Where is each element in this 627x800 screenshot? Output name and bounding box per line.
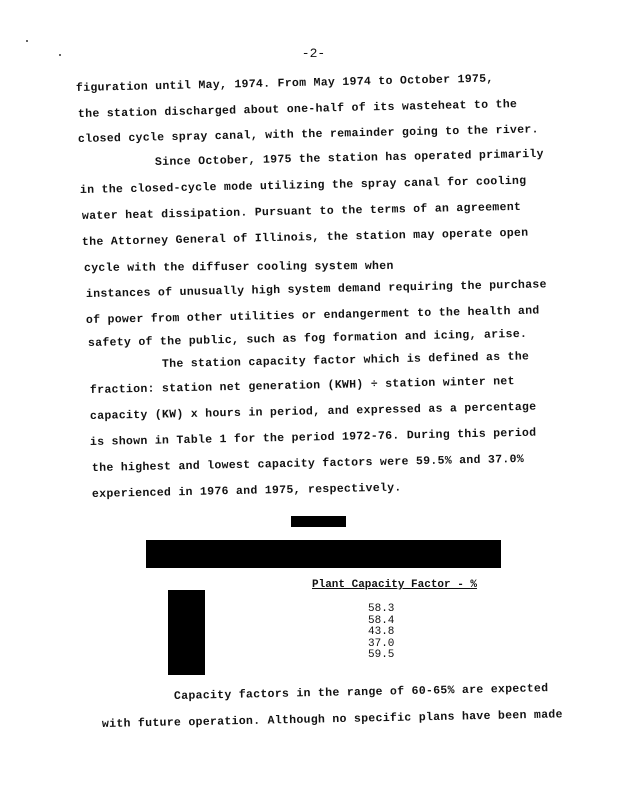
text-line: is shown in Table 1 for the period 1972-76. During this period: [89, 426, 537, 449]
text-line: Since October, 1975 the station has operated primarily: [154, 147, 544, 169]
text-line: the highest and lowest capacity factors were 59.5% and 37.0%: [91, 452, 525, 475]
scan-speck: [59, 54, 61, 56]
capacity-factor-value: 58.4: [368, 614, 395, 627]
text-line: water heat dissipation. Pursuant to the terms of an agreement: [81, 200, 522, 223]
text-line: Capacity factors in the range of 60-65% are expected: [173, 682, 549, 703]
text-line: the Attorney General of Illinois, the station may operate open: [81, 226, 529, 249]
text-line: with future operation. Although no specific plans have been made: [101, 708, 563, 731]
text-line: in the closed-cycle mode utilizing the spray canal for cooling: [79, 174, 527, 197]
text-line: of power from other utilities or endangerment to the health and: [85, 304, 540, 327]
capacity-factor-values: [368, 604, 394, 662]
page-number: -2-: [301, 46, 326, 61]
text-line: cycle with the diffuser cooling system when: [83, 259, 394, 275]
capacity-factor-value: 37.0: [368, 637, 395, 650]
redaction-table-caption: [146, 540, 501, 568]
text-line: closed cycle spray canal, with the remainder going to the river.: [77, 123, 539, 146]
text-line: experienced in 1976 and 1975, respectively.: [91, 481, 402, 501]
text-line: the station discharged about one-half of its wasteheat to the: [77, 98, 518, 121]
text-line: safety of the public, such as fog formation and icing, arise.: [87, 327, 528, 350]
text-line: The station capacity factor which is defined as the: [161, 350, 530, 371]
text-line: fraction: station net generation (KWH) ÷ station winter net: [89, 375, 515, 397]
redaction-table-title: [291, 516, 346, 527]
capacity-factor-header: Plant Capacity Factor - %: [312, 579, 478, 591]
capacity-factor-value: 59.5: [368, 649, 395, 661]
text-line: figuration until May, 1974. From May 1974 to October 1975,: [75, 72, 494, 95]
capacity-factor-value: 43.8: [368, 626, 395, 638]
scan-speck: [26, 40, 28, 42]
capacity-factor-value: 58.3: [368, 603, 395, 615]
redaction-year-column: [168, 590, 205, 675]
text-line: instances of unusually high system demand requiring the purchase: [85, 278, 547, 301]
text-line: capacity (KW) x hours in period, and expressed as a percentage: [89, 400, 537, 423]
